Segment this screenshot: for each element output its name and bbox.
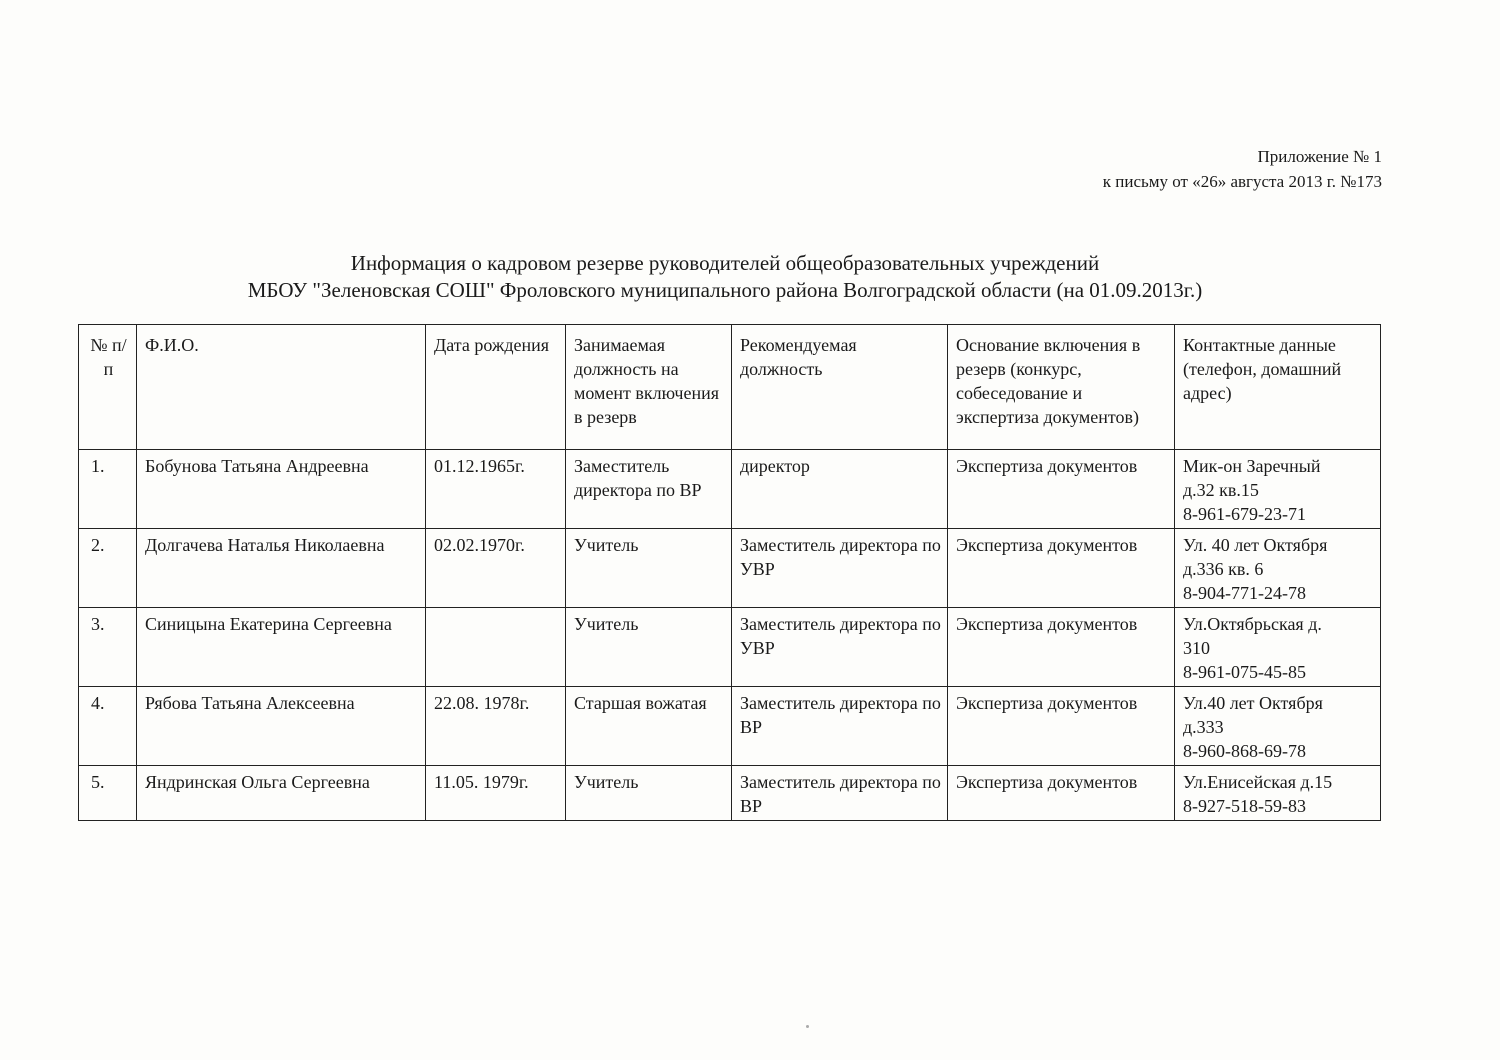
- table-header-row: [79, 325, 1381, 450]
- cell-birth-date: 11.05. 1979г.: [426, 766, 566, 821]
- attachment-letter-ref: к письму от «26» августа 2013 г. №173: [1102, 172, 1382, 191]
- table-row: [79, 608, 1381, 687]
- header-full-name: Ф.И.О.: [137, 325, 426, 450]
- contact-phone: 8-961-075-45-85: [1183, 662, 1306, 682]
- table-row: [79, 766, 1381, 821]
- cell-contacts: [1175, 687, 1381, 766]
- cell-inclusion-basis: Экспертиза документов: [948, 608, 1175, 687]
- cell-full-name: Синицына Екатерина Сергеевна: [137, 608, 426, 687]
- contact-address-line: д.336 кв. 6: [1183, 559, 1264, 579]
- contact-address-line: Ул.Енисейская д.15: [1183, 772, 1333, 792]
- header-contacts: Контактные данные (телефон, домашний адрес): [1175, 325, 1381, 450]
- cell-recommended-position: Заместитель директора по ВР: [732, 687, 948, 766]
- cell-inclusion-basis: Экспертиза документов: [948, 687, 1175, 766]
- document-title-line-2: МБОУ "Зеленовская СОШ" Фроловского муниципального района Волгоградской области (на 01.09.2013г.): [247, 278, 1203, 302]
- cell-number: 1.: [79, 450, 137, 529]
- cell-number: 3.: [79, 608, 137, 687]
- cell-full-name: Яндринская Ольга Сергеевна: [137, 766, 426, 821]
- cell-recommended-position: Заместитель директора по УВР: [732, 529, 948, 608]
- attachment-note: [1103, 144, 1382, 194]
- cell-birth-date: 22.08. 1978г.: [426, 687, 566, 766]
- scan-speck: [806, 1025, 809, 1028]
- cell-contacts: [1175, 766, 1381, 821]
- contact-phone: 8-960-868-69-78: [1183, 741, 1306, 761]
- contact-address-line: д.333: [1183, 717, 1224, 737]
- table-row: [79, 529, 1381, 608]
- document-title-line-1: Информация о кадровом резерве руководителей общеобразовательных учреждений: [350, 251, 1100, 275]
- table-row: [79, 687, 1381, 766]
- contact-address-line: Ул. 40 лет Октября: [1183, 535, 1328, 555]
- cell-number: 2.: [79, 529, 137, 608]
- cell-full-name: Долгачева Наталья Николаевна: [137, 529, 426, 608]
- cell-recommended-position: Заместитель директора по УВР: [732, 608, 948, 687]
- cell-inclusion-basis: Экспертиза документов: [948, 450, 1175, 529]
- cell-contacts: [1175, 529, 1381, 608]
- contact-address-line: Ул.Октябрьская д.: [1183, 614, 1322, 634]
- header-number: № п/п: [79, 325, 137, 450]
- cell-recommended-position: директор: [732, 450, 948, 529]
- header-inclusion-basis: Основание включения в резерв (конкурс, собеседование и экспертиза документов): [948, 325, 1175, 450]
- header-recommended-position: Рекомендуемая должность: [732, 325, 948, 450]
- contact-phone: 8-904-771-24-78: [1183, 583, 1306, 603]
- cell-current-position: Старшая вожатая: [566, 687, 732, 766]
- cell-current-position: Учитель: [566, 608, 732, 687]
- personnel-reserve-table: [78, 324, 1381, 821]
- cell-number: 4.: [79, 687, 137, 766]
- document-title: [0, 250, 1450, 304]
- cell-contacts: [1175, 450, 1381, 529]
- cell-birth-date: 01.12.1965г.: [426, 450, 566, 529]
- cell-current-position: Учитель: [566, 766, 732, 821]
- cell-inclusion-basis: Экспертиза документов: [948, 529, 1175, 608]
- cell-full-name: Бобунова Татьяна Андреевна: [137, 450, 426, 529]
- contact-address-line: 310: [1183, 638, 1210, 658]
- attachment-number: Приложение № 1: [1257, 147, 1382, 166]
- contact-phone: 8-927-518-59-83: [1183, 796, 1306, 816]
- cell-current-position: Учитель: [566, 529, 732, 608]
- contact-phone: 8-961-679-23-71: [1183, 504, 1306, 524]
- header-current-position: Занимаемая должность на момент включения в резерв: [566, 325, 732, 450]
- cell-contacts: [1175, 608, 1381, 687]
- cell-full-name: Рябова Татьяна Алексеевна: [137, 687, 426, 766]
- contact-address-line: Мик-он Заречный: [1183, 456, 1321, 476]
- header-birth-date: Дата рождения: [426, 325, 566, 450]
- cell-recommended-position: Заместитель директора по ВР: [732, 766, 948, 821]
- cell-inclusion-basis: Экспертиза документов: [948, 766, 1175, 821]
- cell-birth-date: [426, 608, 566, 687]
- contact-address-line: д.32 кв.15: [1183, 480, 1259, 500]
- cell-number: 5.: [79, 766, 137, 821]
- cell-current-position: Заместитель директора по ВР: [566, 450, 732, 529]
- table-row: [79, 450, 1381, 529]
- contact-address-line: Ул.40 лет Октября: [1183, 693, 1323, 713]
- cell-birth-date: 02.02.1970г.: [426, 529, 566, 608]
